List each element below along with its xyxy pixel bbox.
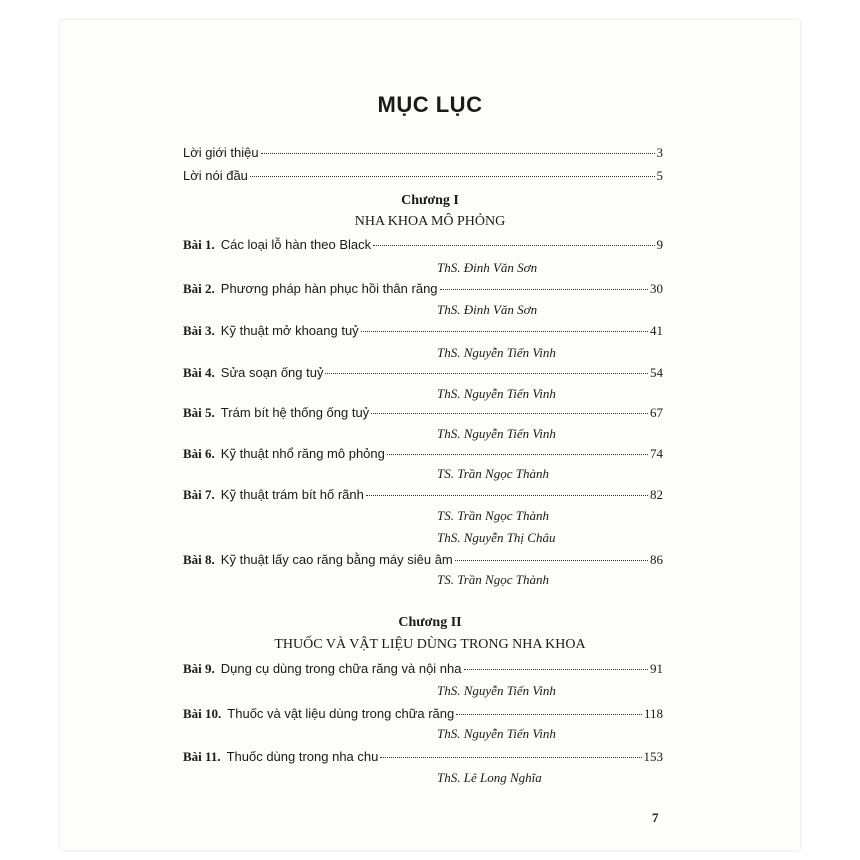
toc-entry (183, 280, 663, 298)
author: TS. Trần Ngọc Thành (437, 508, 549, 523)
toc-entry (183, 322, 663, 340)
lesson-number: Bài 11. (183, 749, 221, 764)
entry-title: Dụng cụ dùng trong chữa răng và nội nha (220, 661, 462, 676)
lesson-number: Bài 8. (183, 552, 215, 567)
entry-title: Lời giới thiệu (183, 145, 259, 160)
entry-title: Trám bít hệ thống ống tuỷ (220, 405, 370, 420)
entry-page: 9 (656, 237, 663, 252)
author: ThS. Đinh Văn Sơn (437, 260, 538, 275)
dot-leader (361, 331, 648, 332)
toc-entry (183, 236, 663, 254)
entry-page: 41 (650, 323, 663, 338)
entry-title: Kỹ thuật mở khoang tuỷ (220, 323, 359, 338)
toc-entry (183, 445, 663, 463)
entry-title: Sửa soạn ống tuỷ (220, 365, 324, 380)
dot-leader (440, 289, 648, 290)
page-title: MỤC LỤC (377, 92, 483, 117)
entry-page: 5 (656, 168, 663, 183)
entry-page: 3 (656, 145, 663, 160)
dot-leader (455, 560, 648, 561)
author: ThS. Nguyễn Tiến Vinh (437, 386, 556, 401)
toc-entry (183, 660, 663, 678)
entry-page: 67 (650, 405, 663, 420)
toc-entry (183, 364, 663, 382)
lesson-number: Bài 7. (183, 487, 215, 502)
dot-leader (325, 373, 648, 374)
toc-entry (183, 167, 663, 185)
author: ThS. Đinh Văn Sơn (437, 302, 538, 317)
entry-title: Kỹ thuật nhổ răng mô phỏng (220, 446, 385, 461)
chapter-label: Chương I (401, 193, 459, 208)
entry-title: Kỹ thuật trám bít hố rãnh (220, 487, 364, 502)
entry-title: Các loại lỗ hàn theo Black (220, 237, 372, 252)
author: ThS. Nguyễn Thị Châu (437, 530, 556, 545)
toc-entry (183, 748, 663, 766)
dot-leader (456, 714, 642, 715)
dot-leader (464, 669, 649, 670)
entry-title: Kỹ thuật lấy cao răng bằng máy siêu âm (220, 552, 453, 567)
chapter-name: NHA KHOA MÔ PHỎNG (354, 214, 506, 229)
author: ThS. Nguyễn Tiến Vinh (437, 683, 556, 698)
dot-leader (371, 413, 648, 414)
toc-entry (183, 144, 663, 162)
lesson-number: Bài 5. (183, 405, 215, 420)
dot-leader (261, 153, 655, 154)
dot-leader (387, 454, 648, 455)
toc-entry (183, 551, 663, 569)
author: ThS. Nguyễn Tiến Vinh (437, 345, 556, 360)
lesson-number: Bài 2. (183, 281, 215, 296)
author: ThS. Nguyễn Tiến Vinh (437, 726, 556, 741)
entry-page: 82 (650, 487, 663, 502)
entry-title: Lời nói đầu (183, 168, 248, 183)
entry-page: 86 (650, 552, 663, 567)
lesson-number: Bài 9. (183, 661, 215, 676)
lesson-number: Bài 10. (183, 706, 222, 721)
entry-title: Thuốc và vật liệu dùng trong chữa răng (227, 706, 455, 721)
entry-page: 54 (650, 365, 663, 380)
entry-title: Phương pháp hàn phục hồi thân răng (220, 281, 438, 296)
author: ThS. Nguyễn Tiến Vinh (437, 426, 556, 441)
chapter-name: THUỐC VÀ VẬT LIỆU DÙNG TRONG NHA KHOA (274, 637, 586, 652)
dot-leader (366, 495, 648, 496)
lesson-number: Bài 3. (183, 323, 215, 338)
entry-page: 118 (643, 706, 663, 721)
entry-title: Thuốc dùng trong nha chu (226, 749, 379, 764)
lesson-number: Bài 1. (183, 237, 215, 252)
lesson-number: Bài 4. (183, 365, 215, 380)
toc-entry (183, 486, 663, 504)
toc-entry (183, 404, 663, 422)
toc-entry (183, 705, 663, 723)
dot-leader (380, 757, 641, 758)
author: TS. Trần Ngọc Thành (437, 466, 549, 481)
lesson-number: Bài 6. (183, 446, 215, 461)
entry-page: 91 (650, 661, 663, 676)
dot-leader (373, 245, 654, 246)
entry-page: 74 (650, 446, 663, 461)
entry-page: 30 (650, 281, 663, 296)
author: ThS. Lê Long Nghĩa (437, 770, 542, 785)
entry-page: 153 (643, 749, 663, 764)
chapter-label: Chương II (398, 615, 462, 630)
dot-leader (250, 176, 655, 177)
author: TS. Trần Ngọc Thành (437, 572, 549, 587)
page-number: 7 (652, 810, 659, 825)
